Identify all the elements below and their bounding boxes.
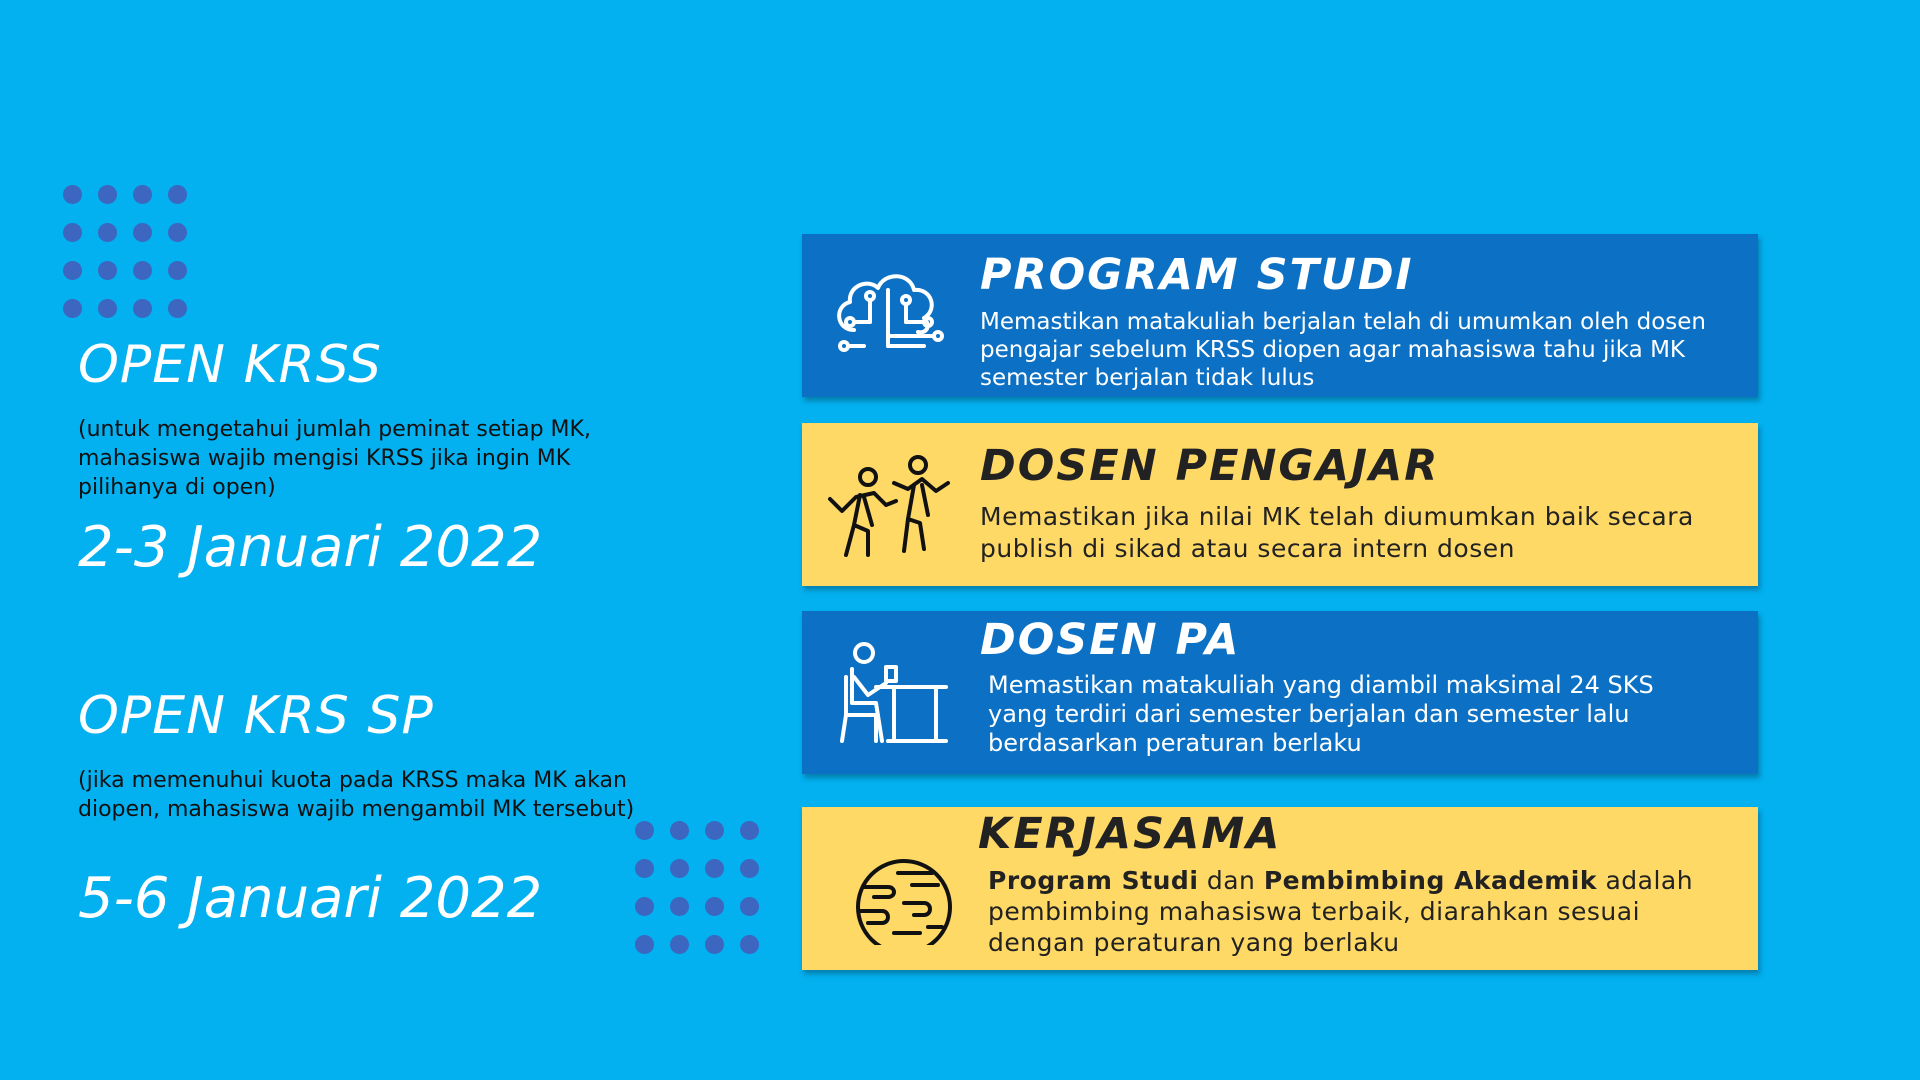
card-text: Memastikan matakuliah yang diambil maksimal 24 SKS yang terdiri dari semester berjalan dan semester lalu berdasarkan peraturan berlaku: [988, 671, 1654, 757]
open-krss-date: 2-3 Januari 2022: [78, 515, 543, 580]
cloud-circuit-icon: [824, 260, 956, 372]
card-dosen-pengajar: [802, 423, 1758, 586]
decorative-dots-top: [63, 185, 187, 318]
open-krs-sp-note: (jika memenuhui kuota pada KRSS maka MK akan diopen, mahasiswa wajib mengambil MK tersebut): [78, 768, 635, 822]
card-text: [988, 865, 1718, 958]
decorative-dots-bottom: [635, 821, 759, 954]
card-title: PROGRAM STUDI: [980, 250, 1414, 300]
card-title: DOSEN PA: [980, 615, 1241, 665]
card-text: Memastikan matakuliah berjalan telah di umumkan oleh dosen pengajar sebelum KRSS diopen agar mahasiswa tahu jika MK semester berjalan tidak lulus: [980, 309, 1706, 391]
text-connector: dan: [1198, 866, 1264, 895]
card-program-studi: [802, 234, 1758, 397]
card-dosen-pa: [802, 611, 1758, 774]
open-krs-sp-title: OPEN KRS SP: [78, 686, 434, 746]
open-krss-note: (untuk mengetahui jumlah peminat setiap MK, mahasiswa wajib mengisi KRSS jika ingin MK pilihanya di open): [78, 417, 591, 500]
text-bold-pembimbing-akademik: Pembimbing Akademik: [1263, 866, 1597, 895]
dancing-people-icon: [824, 449, 956, 561]
card-text: Memastikan jika nilai MK telah diumumkan baik secara publish di sikad atau secara intern dosen: [980, 502, 1694, 563]
open-krss-title: OPEN KRSS: [78, 335, 382, 395]
card-title: DOSEN PENGAJAR: [980, 441, 1440, 491]
text-rest: adalah pembimbing mahasiswa terbaik, diarahkan sesuai dengan peraturan yang berlaku: [988, 866, 1694, 957]
card-title: KERJASAMA: [978, 809, 1282, 859]
globe-icon: [824, 833, 956, 945]
text-bold-program-studi: Program Studi: [988, 866, 1199, 895]
open-krs-sp-date: 5-6 Januari 2022: [78, 866, 543, 931]
person-at-desk-icon: [824, 637, 956, 749]
card-kerjasama: [802, 807, 1758, 970]
